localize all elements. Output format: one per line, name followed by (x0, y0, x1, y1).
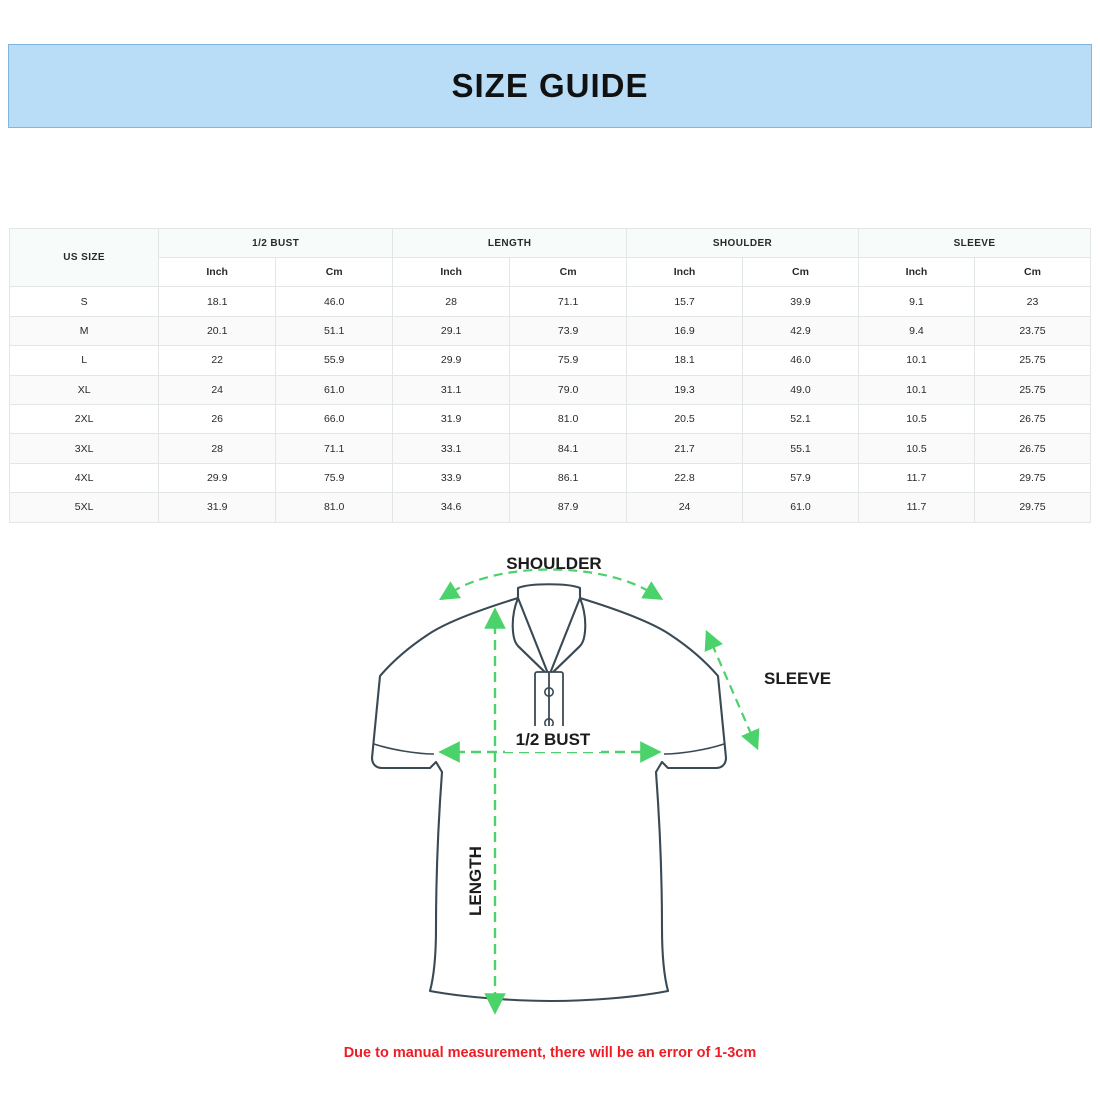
cell-bust-inch: 20.1 (159, 316, 276, 345)
table-head (10, 229, 1091, 287)
cell-size: XL (10, 375, 159, 404)
cell-sleeve-cm: 23 (974, 287, 1090, 316)
column-header-shoulder: SHOULDER (627, 229, 859, 258)
cell-length-cm: 79.0 (510, 375, 627, 404)
size-table-container (9, 228, 1091, 523)
cell-length-inch: 29.1 (393, 316, 510, 345)
cell-length-cm: 84.1 (510, 434, 627, 463)
length-label: LENGTH (466, 846, 485, 916)
cell-shoulder-inch: 22.8 (627, 463, 743, 492)
cell-length-inch: 31.9 (393, 404, 510, 433)
cell-sleeve-inch: 10.1 (858, 375, 974, 404)
table-row (10, 463, 1091, 492)
column-header-length: LENGTH (393, 229, 627, 258)
unit-header-sleeve-inch: Inch (858, 258, 974, 287)
cell-length-inch: 33.9 (393, 463, 510, 492)
garment-diagram-svg (0, 536, 1100, 1036)
cell-length-inch: 29.9 (393, 346, 510, 375)
cell-sleeve-cm: 29.75 (974, 463, 1090, 492)
table-body (10, 287, 1091, 522)
cell-length-inch: 31.1 (393, 375, 510, 404)
cell-bust-inch: 26 (159, 404, 276, 433)
cell-shoulder-cm: 55.1 (743, 434, 859, 463)
cell-bust-cm: 75.9 (276, 463, 393, 492)
cell-shoulder-inch: 18.1 (627, 346, 743, 375)
cell-length-cm: 81.0 (510, 404, 627, 433)
table-group-header-row (10, 229, 1091, 258)
cell-size: 3XL (10, 434, 159, 463)
size-table (9, 228, 1091, 523)
cell-shoulder-inch: 21.7 (627, 434, 743, 463)
cell-sleeve-inch: 10.5 (858, 404, 974, 433)
cell-length-cm: 75.9 (510, 346, 627, 375)
cell-size: L (10, 346, 159, 375)
table-row (10, 434, 1091, 463)
column-header-half-bust: 1/2 BUST (159, 229, 393, 258)
cell-sleeve-cm: 26.75 (974, 434, 1090, 463)
cell-shoulder-cm: 57.9 (743, 463, 859, 492)
cell-shoulder-inch: 15.7 (627, 287, 743, 316)
cell-bust-inch: 31.9 (159, 493, 276, 522)
cell-size: S (10, 287, 159, 316)
column-header-us-size: US SIZE (10, 229, 159, 287)
unit-header-sleeve-cm: Cm (974, 258, 1090, 287)
cell-sleeve-cm: 23.75 (974, 316, 1090, 345)
cell-shoulder-cm: 52.1 (743, 404, 859, 433)
table-row (10, 404, 1091, 433)
cell-bust-inch: 28 (159, 434, 276, 463)
cell-length-cm: 86.1 (510, 463, 627, 492)
cell-sleeve-cm: 25.75 (974, 375, 1090, 404)
page-title: SIZE GUIDE (451, 67, 649, 104)
cell-shoulder-inch: 16.9 (627, 316, 743, 345)
cell-bust-cm: 46.0 (276, 287, 393, 316)
table-row (10, 346, 1091, 375)
cell-bust-cm: 55.9 (276, 346, 393, 375)
unit-header-length-cm: Cm (510, 258, 627, 287)
sleeve-label: SLEEVE (764, 669, 832, 688)
measurement-note: Due to manual measurement, there will be an error of 1-3cm (343, 1045, 757, 1061)
cell-length-inch: 33.1 (393, 434, 510, 463)
cell-shoulder-cm: 39.9 (743, 287, 859, 316)
table-row (10, 493, 1091, 522)
cell-shoulder-cm: 49.0 (743, 375, 859, 404)
cell-bust-inch: 22 (159, 346, 276, 375)
cell-sleeve-inch: 10.1 (858, 346, 974, 375)
cell-bust-cm: 51.1 (276, 316, 393, 345)
cell-bust-inch: 18.1 (159, 287, 276, 316)
table-unit-header-row (10, 258, 1091, 287)
cell-bust-cm: 71.1 (276, 434, 393, 463)
unit-header-bust-cm: Cm (276, 258, 393, 287)
table-row (10, 287, 1091, 316)
table-row (10, 316, 1091, 345)
unit-header-bust-inch: Inch (159, 258, 276, 287)
cell-size: M (10, 316, 159, 345)
size-guide-banner (8, 44, 1092, 128)
cell-length-inch: 34.6 (393, 493, 510, 522)
cell-bust-inch: 24 (159, 375, 276, 404)
cell-sleeve-inch: 10.5 (858, 434, 974, 463)
cell-sleeve-inch: 9.1 (858, 287, 974, 316)
cell-bust-cm: 81.0 (276, 493, 393, 522)
garment-diagram (0, 536, 1100, 1036)
cell-size: 5XL (10, 493, 159, 522)
cell-size: 2XL (10, 404, 159, 433)
table-row (10, 375, 1091, 404)
unit-header-length-inch: Inch (393, 258, 510, 287)
cell-shoulder-cm: 61.0 (743, 493, 859, 522)
cell-sleeve-inch: 9.4 (858, 316, 974, 345)
cell-shoulder-inch: 20.5 (627, 404, 743, 433)
cell-sleeve-inch: 11.7 (858, 463, 974, 492)
column-header-sleeve: SLEEVE (858, 229, 1090, 258)
cell-length-cm: 87.9 (510, 493, 627, 522)
cell-length-cm: 73.9 (510, 316, 627, 345)
unit-header-shoulder-cm: Cm (743, 258, 859, 287)
cell-sleeve-inch: 11.7 (858, 493, 974, 522)
unit-header-shoulder-inch: Inch (627, 258, 743, 287)
cell-shoulder-inch: 24 (627, 493, 743, 522)
cell-shoulder-cm: 46.0 (743, 346, 859, 375)
cell-length-inch: 28 (393, 287, 510, 316)
bust-label: 1/2 BUST (515, 730, 591, 749)
shoulder-label: SHOULDER (506, 554, 602, 573)
cell-bust-inch: 29.9 (159, 463, 276, 492)
cell-sleeve-cm: 29.75 (974, 493, 1090, 522)
cell-shoulder-inch: 19.3 (627, 375, 743, 404)
cell-bust-cm: 61.0 (276, 375, 393, 404)
cell-sleeve-cm: 26.75 (974, 404, 1090, 433)
cell-length-cm: 71.1 (510, 287, 627, 316)
cell-sleeve-cm: 25.75 (974, 346, 1090, 375)
cell-size: 4XL (10, 463, 159, 492)
cell-shoulder-cm: 42.9 (743, 316, 859, 345)
cell-bust-cm: 66.0 (276, 404, 393, 433)
